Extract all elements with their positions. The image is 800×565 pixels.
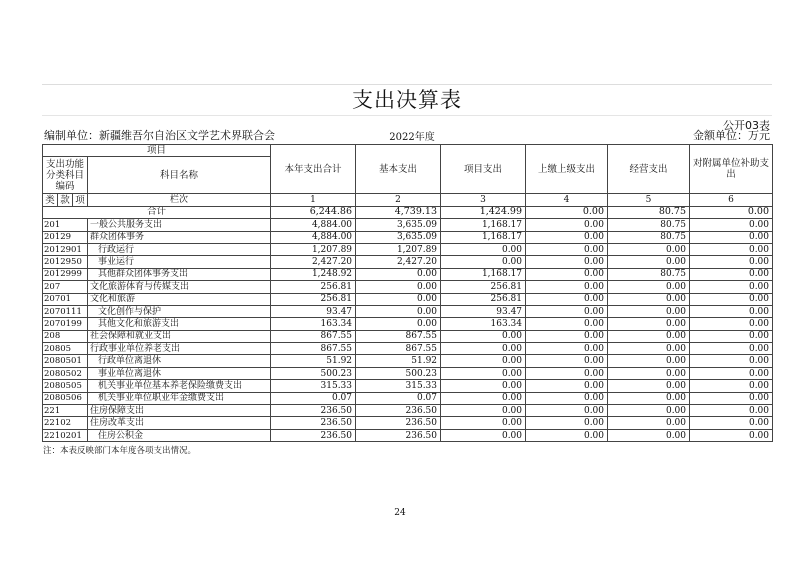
report-year: 2022年度 — [389, 132, 435, 143]
amount-cell: 0.00 — [526, 405, 608, 417]
amount-cell: 0.00 — [356, 293, 441, 305]
amount-cell: 0.00 — [526, 355, 608, 367]
subject-name: 事业运行 — [88, 256, 271, 268]
amount-cell: 0.00 — [690, 367, 773, 379]
amount-cell: 0.00 — [608, 380, 690, 392]
amount-cell: 51.92 — [356, 355, 441, 367]
header-subsidy: 对附属单位补助支出 — [690, 145, 773, 194]
expenditure-sheet — [42, 84, 772, 458]
amount-cell: 1,248.92 — [271, 268, 356, 280]
subject-name: 事业单位离退休 — [88, 367, 271, 379]
amount-cell: 1,207.89 — [356, 243, 441, 255]
header-operating: 经营支出 — [608, 145, 690, 194]
subject-name: 文化和旅游 — [88, 293, 271, 305]
table-row — [43, 281, 773, 293]
col-num: 1 — [271, 194, 356, 206]
amount-cell: 0.00 — [356, 268, 441, 280]
subject-name: 文化旅游体育与传媒支出 — [88, 281, 271, 293]
page-title: 支出决算表 — [42, 84, 772, 115]
table-row — [43, 392, 773, 404]
amount-cell: 500.23 — [271, 367, 356, 379]
col-num: 3 — [441, 194, 526, 206]
table-row — [43, 231, 773, 243]
amount-cell: 0.00 — [526, 231, 608, 243]
subject-code: 2080506 — [43, 392, 88, 404]
table-row — [43, 293, 773, 305]
amount-cell: 0.00 — [526, 330, 608, 342]
total-row — [43, 206, 773, 218]
amount-cell: 0.00 — [608, 367, 690, 379]
amount-cell: 0.00 — [526, 243, 608, 255]
total-value: 6,244.86 — [271, 206, 356, 218]
amount-cell: 256.81 — [441, 293, 526, 305]
table-row — [43, 330, 773, 342]
header-func-class: 支出功能分类科目编码 — [43, 157, 88, 194]
amount-cell: 80.75 — [608, 231, 690, 243]
subject-code: 2070111 — [43, 305, 88, 317]
expenditure-table — [42, 144, 773, 442]
subject-code: 2012901 — [43, 243, 88, 255]
subject-code: 2012950 — [43, 256, 88, 268]
amount-cell: 0.00 — [690, 343, 773, 355]
subject-code: 2210201 — [43, 429, 88, 441]
col-num: 6 — [690, 194, 773, 206]
subject-code: 208 — [43, 330, 88, 342]
amount-cell: 0.00 — [608, 343, 690, 355]
amount-cell: 236.50 — [356, 405, 441, 417]
amount-cell: 80.75 — [608, 219, 690, 231]
amount-cell: 0.00 — [441, 367, 526, 379]
amount-cell: 0.00 — [608, 429, 690, 441]
amount-cell: 0.00 — [690, 392, 773, 404]
amount-cell: 236.50 — [356, 417, 441, 429]
amount-cell: 1,168.17 — [441, 231, 526, 243]
header-kuan: 款 — [58, 194, 73, 206]
subject-name: 住房改革支出 — [88, 417, 271, 429]
amount-cell: 0.00 — [608, 405, 690, 417]
subject-code: 221 — [43, 405, 88, 417]
amount-cell: 0.00 — [356, 318, 441, 330]
col-num: 4 — [526, 194, 608, 206]
org-unit: 编制单位：新疆维吾尔自治区文学艺术界联合会 — [44, 129, 275, 142]
table-row — [43, 417, 773, 429]
amount-cell: 0.00 — [690, 293, 773, 305]
subject-name: 文化创作与保护 — [88, 305, 271, 317]
amount-cell: 0.00 — [690, 219, 773, 231]
amount-cell: 51.92 — [271, 355, 356, 367]
amount-cell: 0.00 — [608, 392, 690, 404]
amount-cell: 0.00 — [526, 417, 608, 429]
header-subject-name: 科目名称 — [88, 157, 271, 194]
subject-name: 其他文化和旅游支出 — [88, 318, 271, 330]
table-row — [43, 243, 773, 255]
table-row — [43, 318, 773, 330]
subject-name: 社会保障和就业支出 — [88, 330, 271, 342]
amount-cell: 2,427.20 — [356, 256, 441, 268]
header-remit: 上缴上级支出 — [526, 145, 608, 194]
amount-cell: 0.07 — [356, 392, 441, 404]
amount-cell: 0.00 — [526, 219, 608, 231]
header-total: 本年支出合计 — [271, 145, 356, 194]
amount-cell: 315.33 — [356, 380, 441, 392]
header-lei: 类 — [43, 194, 58, 206]
page-number: 24 — [394, 508, 406, 518]
amount-cell: 236.50 — [271, 429, 356, 441]
table-row — [43, 268, 773, 280]
amount-cell: 0.00 — [526, 281, 608, 293]
amount-cell: 0.00 — [690, 281, 773, 293]
amount-cell: 0.00 — [441, 256, 526, 268]
amount-cell: 0.00 — [608, 330, 690, 342]
amount-cell: 0.00 — [526, 367, 608, 379]
amount-cell: 315.33 — [271, 380, 356, 392]
amount-cell: 163.34 — [441, 318, 526, 330]
amount-cell: 0.00 — [690, 380, 773, 392]
subject-name: 机关事业单位基本养老保险缴费支出 — [88, 380, 271, 392]
amount-cell: 93.47 — [271, 305, 356, 317]
amount-cell: 256.81 — [441, 281, 526, 293]
amount-cell: 236.50 — [356, 429, 441, 441]
amount-cell: 867.55 — [356, 330, 441, 342]
table-row — [43, 343, 773, 355]
amount-cell: 4,884.00 — [271, 231, 356, 243]
amount-cell: 1,168.17 — [441, 268, 526, 280]
amount-cell: 0.00 — [608, 417, 690, 429]
amount-cell: 93.47 — [441, 305, 526, 317]
amount-cell: 0.00 — [690, 243, 773, 255]
amount-cell: 0.00 — [441, 392, 526, 404]
subject-code: 2012999 — [43, 268, 88, 280]
amount-cell: 256.81 — [271, 293, 356, 305]
amount-cell: 0.00 — [690, 330, 773, 342]
subject-name: 机关事业单位职业年金缴费支出 — [88, 392, 271, 404]
table-row — [43, 219, 773, 231]
amount-cell: 0.00 — [690, 305, 773, 317]
amount-cell: 0.00 — [441, 405, 526, 417]
amount-cell: 0.00 — [608, 256, 690, 268]
amount-cell: 0.00 — [608, 318, 690, 330]
table-row — [43, 256, 773, 268]
amount-cell: 236.50 — [271, 417, 356, 429]
amount-cell: 0.00 — [690, 417, 773, 429]
subject-name: 住房保障支出 — [88, 405, 271, 417]
col-num: 2 — [356, 194, 441, 206]
amount-cell: 4,884.00 — [271, 219, 356, 231]
amount-cell: 0.00 — [608, 293, 690, 305]
table-row — [43, 355, 773, 367]
amount-cell: 3,635.09 — [356, 231, 441, 243]
subject-code: 20129 — [43, 231, 88, 243]
amount-cell: 0.00 — [441, 243, 526, 255]
amount-cell: 867.55 — [356, 343, 441, 355]
subject-name: 行政单位离退休 — [88, 355, 271, 367]
amount-cell: 0.00 — [441, 343, 526, 355]
amount-unit: 金额单位：万元 — [693, 129, 770, 142]
amount-cell: 0.00 — [608, 305, 690, 317]
form-code: 公开03表 — [723, 119, 770, 132]
amount-cell: 0.00 — [608, 281, 690, 293]
subject-name: 行政运行 — [88, 243, 271, 255]
header-row — [43, 145, 773, 157]
amount-cell: 1,207.89 — [271, 243, 356, 255]
total-value: 0.00 — [526, 206, 608, 218]
amount-cell: 80.75 — [608, 268, 690, 280]
total-value: 1,424.99 — [441, 206, 526, 218]
amount-cell: 867.55 — [271, 330, 356, 342]
amount-cell: 0.00 — [690, 429, 773, 441]
amount-cell: 867.55 — [271, 343, 356, 355]
amount-cell: 0.00 — [441, 330, 526, 342]
amount-cell: 256.81 — [271, 281, 356, 293]
amount-cell: 163.34 — [271, 318, 356, 330]
subject-name: 一般公共服务支出 — [88, 219, 271, 231]
amount-cell: 0.00 — [526, 256, 608, 268]
table-note: 注：本表反映部门本年度各项支出情况。 — [43, 446, 197, 457]
amount-cell: 0.00 — [526, 392, 608, 404]
amount-cell: 0.00 — [526, 293, 608, 305]
subject-code: 20805 — [43, 343, 88, 355]
column-label: 栏次 — [88, 194, 271, 206]
table-row — [43, 305, 773, 317]
column-number-row — [43, 194, 773, 206]
amount-cell: 0.00 — [526, 268, 608, 280]
amount-cell: 0.00 — [441, 380, 526, 392]
amount-cell: 0.00 — [356, 281, 441, 293]
subject-name: 其他群众团体事务支出 — [88, 268, 271, 280]
amount-cell: 0.07 — [271, 392, 356, 404]
subject-code: 207 — [43, 281, 88, 293]
amount-cell: 0.00 — [526, 305, 608, 317]
amount-cell: 0.00 — [690, 405, 773, 417]
subject-code: 2080505 — [43, 380, 88, 392]
subject-name: 行政事业单位养老支出 — [88, 343, 271, 355]
total-label: 合计 — [43, 206, 271, 218]
amount-cell: 0.00 — [526, 380, 608, 392]
amount-cell: 0.00 — [690, 355, 773, 367]
table-row — [43, 429, 773, 441]
header-basic: 基本支出 — [356, 145, 441, 194]
amount-cell: 0.00 — [441, 429, 526, 441]
amount-cell: 0.00 — [441, 417, 526, 429]
total-value: 4,739.13 — [356, 206, 441, 218]
amount-cell: 0.00 — [690, 268, 773, 280]
amount-cell: 2,427.20 — [271, 256, 356, 268]
amount-cell: 0.00 — [356, 305, 441, 317]
subject-code: 20701 — [43, 293, 88, 305]
amount-cell: 236.50 — [271, 405, 356, 417]
amount-cell: 3,635.09 — [356, 219, 441, 231]
amount-cell: 0.00 — [690, 256, 773, 268]
amount-cell: 0.00 — [526, 429, 608, 441]
amount-cell: 0.00 — [608, 243, 690, 255]
table-row — [43, 405, 773, 417]
subject-code: 2080502 — [43, 367, 88, 379]
total-value: 0.00 — [690, 206, 773, 218]
table-row — [43, 380, 773, 392]
total-value: 80.75 — [608, 206, 690, 218]
amount-cell: 0.00 — [441, 355, 526, 367]
amount-cell: 0.00 — [608, 355, 690, 367]
subject-code: 2080501 — [43, 355, 88, 367]
subject-name: 群众团体事务 — [88, 231, 271, 243]
col-num: 5 — [608, 194, 690, 206]
table-row — [43, 367, 773, 379]
subject-code: 201 — [43, 219, 88, 231]
amount-cell: 0.00 — [526, 318, 608, 330]
amount-cell: 1,168.17 — [441, 219, 526, 231]
amount-cell: 0.00 — [690, 231, 773, 243]
subject-code: 2070199 — [43, 318, 88, 330]
amount-cell: 0.00 — [690, 318, 773, 330]
subject-code: 22102 — [43, 417, 88, 429]
amount-cell: 500.23 — [356, 367, 441, 379]
header-item: 项目 — [43, 145, 271, 157]
subject-name: 住房公积金 — [88, 429, 271, 441]
amount-cell: 0.00 — [526, 343, 608, 355]
report-meta — [42, 115, 772, 144]
header-project: 项目支出 — [441, 145, 526, 194]
header-xiang: 项 — [73, 194, 88, 206]
